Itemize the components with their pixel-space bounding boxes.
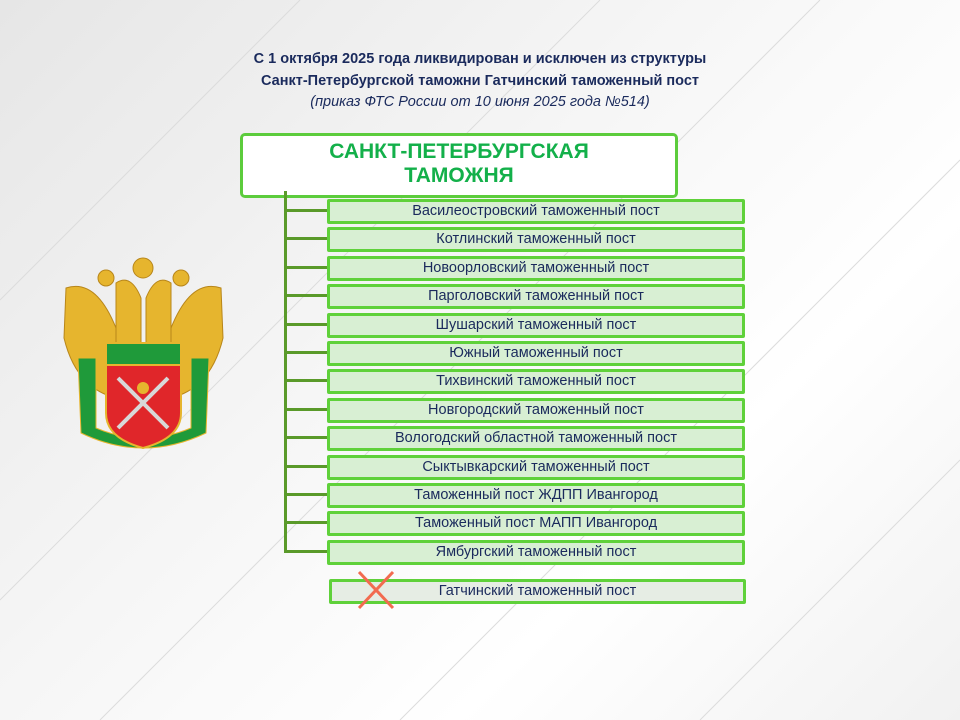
tree-connector-horizontal xyxy=(284,521,328,524)
tree-connector-horizontal xyxy=(284,351,328,354)
customs-title-line-1: САНКТ-ПЕТЕРБУРГСКАЯ xyxy=(329,140,589,163)
removed-post-box: Гатчинский таможенный пост xyxy=(329,579,746,604)
tree-connector-horizontal xyxy=(284,436,328,439)
tree-connector-horizontal xyxy=(284,266,328,269)
post-box: Таможенный пост ЖДПП Ивангород xyxy=(327,483,745,508)
order-reference: (приказ ФТС России от 10 июня 2025 года №514) xyxy=(310,94,650,110)
post-box: Василеостровский таможенный пост xyxy=(327,199,745,224)
post-box: Ямбургский таможенный пост xyxy=(327,540,745,565)
customs-header-box xyxy=(240,133,678,198)
post-box: Таможенный пост МАПП Ивангород xyxy=(327,511,745,536)
customs-title-line-2: ТАМОЖНЯ xyxy=(404,164,514,187)
post-box: Новгородский таможенный пост xyxy=(327,398,745,423)
post-box: Парголовский таможенный пост xyxy=(327,284,745,309)
cross-mark-icon xyxy=(357,570,395,610)
tree-connector-horizontal xyxy=(284,323,328,326)
tree-connector-horizontal xyxy=(284,493,328,496)
tree-connector-horizontal xyxy=(284,550,328,553)
post-box: Шушарский таможенный пост xyxy=(327,313,745,338)
post-box: Вологодский областной таможенный пост xyxy=(327,426,745,451)
post-box: Южный таможенный пост xyxy=(327,341,745,366)
customs-emblem xyxy=(56,248,231,463)
tree-connector-horizontal xyxy=(284,294,328,297)
tree-connector-horizontal xyxy=(284,379,328,382)
tree-connector-horizontal xyxy=(284,237,328,240)
notice-line-1: С 1 октября 2025 года ликвидирован и исключен из структуры xyxy=(253,51,707,67)
tree-connector-horizontal xyxy=(284,465,328,468)
post-box: Сыктывкарский таможенный пост xyxy=(327,455,745,480)
post-box: Котлинский таможенный пост xyxy=(327,227,745,252)
post-box: Новоорловский таможенный пост xyxy=(327,256,745,281)
tree-connector-vertical xyxy=(284,191,287,553)
post-box: Тихвинский таможенный пост xyxy=(327,369,745,394)
tree-connector-horizontal xyxy=(284,209,328,212)
notice-line-2: Санкт-Петербургской таможни Гатчинский таможенный пост xyxy=(260,73,699,89)
tree-connector-horizontal xyxy=(284,408,328,411)
